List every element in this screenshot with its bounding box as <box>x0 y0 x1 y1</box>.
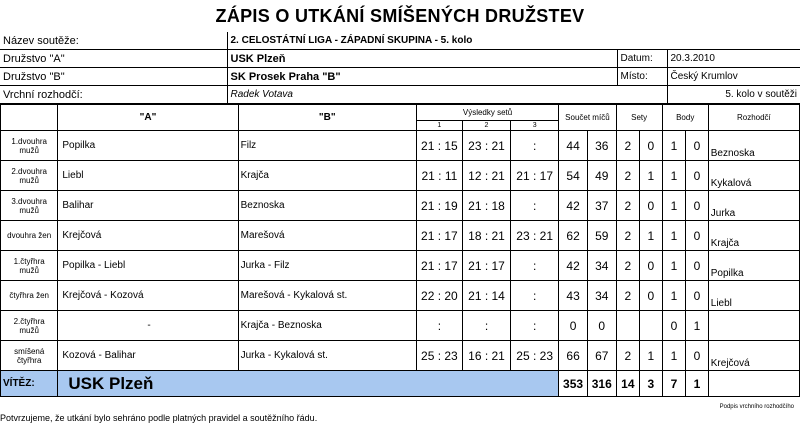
header-set-1: 1 <box>416 121 462 131</box>
points-b: 67 <box>587 341 616 371</box>
player-b: Filz <box>238 131 416 161</box>
match-type: 2.dvouhra mužů <box>1 161 58 191</box>
referee-label: Vrchní rozhodčí: <box>0 86 227 104</box>
points-b: 49 <box>587 161 616 191</box>
match-row <box>1 221 800 251</box>
body-b: 0 <box>686 221 709 251</box>
set-3-score: 23 : 21 <box>511 221 559 251</box>
header-set-2: 2 <box>462 121 510 131</box>
results-table <box>0 104 800 397</box>
total-bb: 1 <box>686 371 709 397</box>
player-a: Popilka <box>58 131 238 161</box>
referee-name: Radek Votava <box>227 86 667 104</box>
header-team-b: "B" <box>238 105 416 131</box>
competition-name: 2. CELOSTÁTNÍ LIGA - ZÁPADNÍ SKUPINA - 5. kolo <box>227 32 800 50</box>
sets-b: 0 <box>640 191 663 221</box>
sets-a: 2 <box>616 131 640 161</box>
player-b: Marešová <box>238 221 416 251</box>
match-row <box>1 161 800 191</box>
footer-note: Potvrzujeme, že utkání bylo sehráno podle platných pravidel a soutěžního řádu. <box>0 413 318 423</box>
match-header <box>0 32 800 104</box>
player-b: Jurka - Filz <box>238 251 416 281</box>
match-type: smíšená čtyřhra <box>1 341 58 371</box>
body-a: 1 <box>662 131 686 161</box>
team-b-label: Družstvo "B" <box>0 68 227 86</box>
winner-label: VÍTĚZ: <box>1 371 58 397</box>
umpire-name <box>708 311 799 341</box>
set-1-score: 25 : 23 <box>416 341 462 371</box>
sets-a: 2 <box>616 191 640 221</box>
set-3-score: : <box>511 251 559 281</box>
points-b: 34 <box>587 251 616 281</box>
points-a: 0 <box>559 311 588 341</box>
umpire-name: Krejčová <box>708 341 799 371</box>
player-b: Jurka - Kykalová st. <box>238 341 416 371</box>
points-a: 62 <box>559 221 588 251</box>
body-a: 0 <box>662 311 686 341</box>
umpire-name: Beznoska <box>708 131 799 161</box>
team-a-name: USK Plzeň <box>227 50 617 68</box>
set-1-score: 21 : 17 <box>416 221 462 251</box>
points-a: 54 <box>559 161 588 191</box>
match-type: 3.dvouhra mužů <box>1 191 58 221</box>
sets-b: 1 <box>640 161 663 191</box>
set-2-score: 21 : 18 <box>462 191 510 221</box>
header-body: Body <box>662 105 708 131</box>
player-b: Beznoska <box>238 191 416 221</box>
total-umpire-blank <box>708 371 799 397</box>
match-type: dvouhra žen <box>1 221 58 251</box>
points-b: 36 <box>587 131 616 161</box>
body-b: 1 <box>686 311 709 341</box>
total-pb: 316 <box>587 371 616 397</box>
points-b: 59 <box>587 221 616 251</box>
match-row <box>1 251 800 281</box>
header-set-3: 3 <box>511 121 559 131</box>
points-b: 34 <box>587 281 616 311</box>
date-value: 20.3.2010 <box>667 50 800 68</box>
set-1-score: : <box>416 311 462 341</box>
player-a: Liebl <box>58 161 238 191</box>
points-a: 44 <box>559 131 588 161</box>
set-2-score: 21 : 14 <box>462 281 510 311</box>
body-a: 1 <box>662 161 686 191</box>
body-b: 0 <box>686 281 709 311</box>
set-3-score: 25 : 23 <box>511 341 559 371</box>
sets-b: 0 <box>640 251 663 281</box>
place-label: Místo: <box>617 68 667 86</box>
set-2-score: 21 : 17 <box>462 251 510 281</box>
match-row <box>1 191 800 221</box>
set-2-score: : <box>462 311 510 341</box>
sets-a <box>616 311 640 341</box>
player-a: Popilka - Liebl <box>58 251 238 281</box>
sets-a: 2 <box>616 251 640 281</box>
sets-a: 2 <box>616 341 640 371</box>
winner-row <box>1 371 800 397</box>
umpire-name: Jurka <box>708 191 799 221</box>
match-type: 1.čtyřhra mužů <box>1 251 58 281</box>
player-b: Krajča <box>238 161 416 191</box>
sets-b: 1 <box>640 341 663 371</box>
total-sa: 14 <box>616 371 640 397</box>
total-sb: 3 <box>640 371 663 397</box>
match-row <box>1 341 800 371</box>
points-b: 0 <box>587 311 616 341</box>
sets-a: 2 <box>616 161 640 191</box>
points-a: 66 <box>559 341 588 371</box>
set-3-score: : <box>511 281 559 311</box>
player-a: Krejčová <box>58 221 238 251</box>
total-pa: 353 <box>559 371 588 397</box>
player-b: Krajča - Beznoska <box>238 311 416 341</box>
umpire-name: Kykalová <box>708 161 799 191</box>
match-row <box>1 131 800 161</box>
body-a: 1 <box>662 251 686 281</box>
set-2-score: 18 : 21 <box>462 221 510 251</box>
sets-b: 0 <box>640 131 663 161</box>
winner-team: USK Plzeň <box>58 371 559 397</box>
header-umpire: Rozhodčí <box>708 105 799 131</box>
set-1-score: 21 : 11 <box>416 161 462 191</box>
body-b: 0 <box>686 341 709 371</box>
set-2-score: 23 : 21 <box>462 131 510 161</box>
points-a: 42 <box>559 251 588 281</box>
body-a: 1 <box>662 221 686 251</box>
match-type: čtyřhra žen <box>1 281 58 311</box>
set-3-score: : <box>511 131 559 161</box>
body-a: 1 <box>662 341 686 371</box>
set-3-score: 21 : 17 <box>511 161 559 191</box>
team-b-name: SK Prosek Praha "B" <box>227 68 617 86</box>
points-a: 43 <box>559 281 588 311</box>
place-value: Český Krumlov <box>667 68 800 86</box>
match-row <box>1 311 800 341</box>
set-2-score: 12 : 21 <box>462 161 510 191</box>
set-1-score: 21 : 15 <box>416 131 462 161</box>
match-type: 2.čtyřhra mužů <box>1 311 58 341</box>
umpire-name: Liebl <box>708 281 799 311</box>
set-3-score: : <box>511 191 559 221</box>
header-type <box>1 105 58 131</box>
page-title: ZÁPIS O UTKÁNÍ SMÍŠENÝCH DRUŽSTEV <box>215 6 585 26</box>
player-a: - <box>58 311 238 341</box>
set-1-score: 22 : 20 <box>416 281 462 311</box>
sets-a: 2 <box>616 221 640 251</box>
sets-b: 0 <box>640 281 663 311</box>
umpire-name: Krajča <box>708 221 799 251</box>
body-a: 1 <box>662 191 686 221</box>
points-a: 42 <box>559 191 588 221</box>
date-label: Datum: <box>617 50 667 68</box>
body-b: 0 <box>686 251 709 281</box>
umpire-name: Popilka <box>708 251 799 281</box>
header-set-results: Výsledky setů <box>416 105 558 121</box>
header-sets: Sety <box>616 105 662 131</box>
set-3-score: : <box>511 311 559 341</box>
header-points-sum: Součet míčů <box>559 105 616 131</box>
competition-label: Název soutěže: <box>0 32 227 50</box>
signature-label: Podpis vrchního rozhodčího <box>719 404 794 410</box>
set-1-score: 21 : 17 <box>416 251 462 281</box>
match-row <box>1 281 800 311</box>
header-team-a: "A" <box>58 105 238 131</box>
player-a: Krejčová - Kozová <box>58 281 238 311</box>
body-b: 0 <box>686 131 709 161</box>
set-2-score: 16 : 21 <box>462 341 510 371</box>
match-type: 1.dvouhra mužů <box>1 131 58 161</box>
set-1-score: 21 : 19 <box>416 191 462 221</box>
total-ba: 7 <box>662 371 686 397</box>
team-a-label: Družstvo "A" <box>0 50 227 68</box>
player-a: Balihar <box>58 191 238 221</box>
body-b: 0 <box>686 191 709 221</box>
player-b: Marešová - Kykalová st. <box>238 281 416 311</box>
sets-a: 2 <box>616 281 640 311</box>
body-a: 1 <box>662 281 686 311</box>
round-info: 5. kolo v soutěži <box>667 86 800 104</box>
player-a: Kozová - Balihar <box>58 341 238 371</box>
sets-b: 1 <box>640 221 663 251</box>
points-b: 37 <box>587 191 616 221</box>
body-b: 0 <box>686 161 709 191</box>
sets-b <box>640 311 663 341</box>
